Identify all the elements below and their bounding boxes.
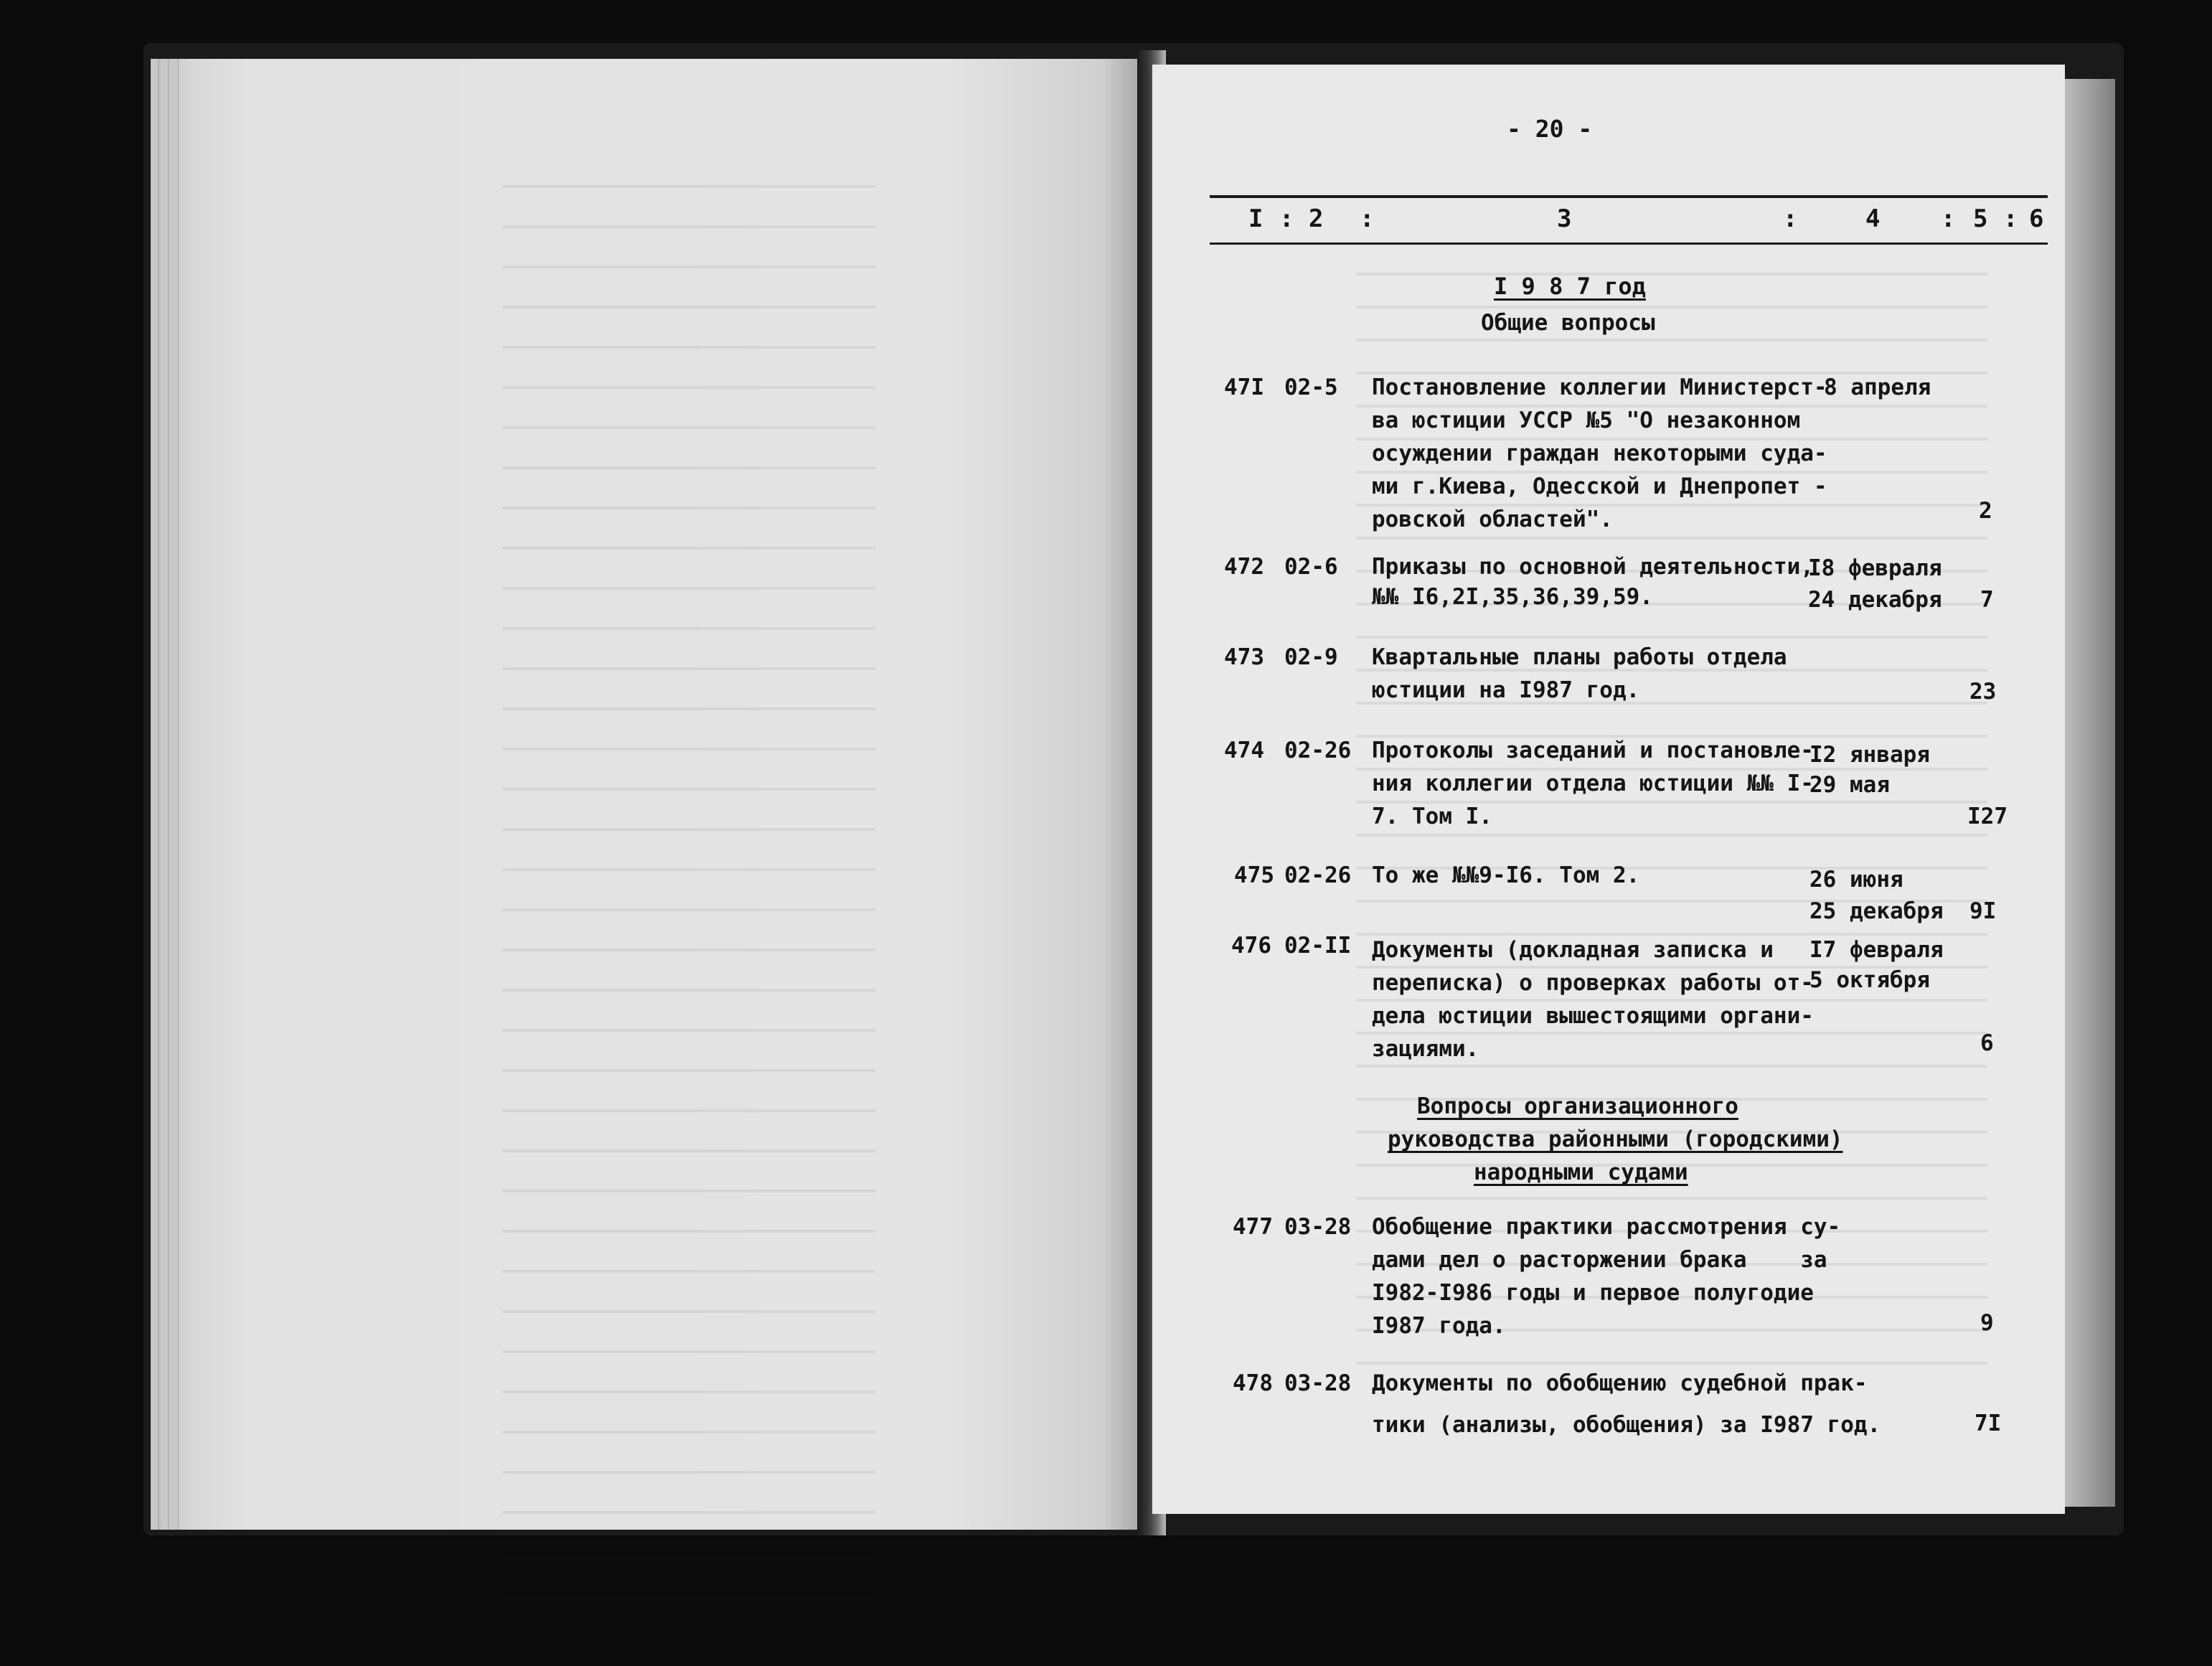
entry-title-line: ми г.Киева, Одесской и Днепропет - bbox=[1372, 474, 1827, 499]
entry-code: 03-28 bbox=[1284, 1370, 1352, 1396]
left-page bbox=[151, 59, 1141, 1530]
entry-title-line: юстиции на I987 год. bbox=[1372, 677, 1640, 703]
entry-number: 477 bbox=[1233, 1214, 1273, 1240]
entry-number: 478 bbox=[1233, 1370, 1273, 1396]
entry-title-line: Квартальные планы работы отдела bbox=[1372, 644, 1787, 670]
entry-page-count: 7 bbox=[1980, 587, 1994, 613]
entry-page-count: 7I bbox=[1975, 1411, 2002, 1436]
entry-code: 02-26 bbox=[1284, 738, 1352, 763]
section-heading-org-line: народными судами bbox=[1474, 1159, 1688, 1185]
entry-title-line: №№ I6,2I,35,36,39,59. bbox=[1372, 584, 1653, 610]
entry-code: 03-28 bbox=[1284, 1214, 1352, 1240]
entry-number: 47I bbox=[1224, 375, 1264, 400]
entry-title-line: Постановление коллегии Министерст- bbox=[1372, 375, 1827, 400]
page-edge bbox=[171, 59, 179, 1530]
entry-title-line: зациями. bbox=[1372, 1036, 1479, 1062]
entry-title-line: дами дел о расторжении брака за bbox=[1372, 1247, 1827, 1273]
entry-date-end: 25 декабря bbox=[1809, 898, 1944, 924]
entry-date-start: 26 июня bbox=[1809, 867, 1903, 893]
page-edge bbox=[161, 59, 169, 1530]
entry-date-start: I8 февраля bbox=[1808, 555, 1942, 581]
entry-title-line: Обобщение практики рассмотрения су- bbox=[1372, 1214, 1841, 1240]
section-heading-general: Общие вопросы bbox=[1481, 310, 1655, 336]
entry-date-start: I2 января bbox=[1809, 742, 1930, 768]
column-header-2: 2 bbox=[1309, 204, 1324, 233]
entry-code: 02-5 bbox=[1284, 375, 1338, 400]
year-heading: I 9 8 7 год bbox=[1494, 273, 1646, 300]
entry-code: 02-II bbox=[1284, 933, 1352, 959]
entry-page-count: I27 bbox=[1967, 804, 2008, 829]
column-header-3: 3 bbox=[1557, 204, 1572, 233]
entry-title-line: ния коллегии отдела юстиции №№ I- bbox=[1372, 771, 1814, 796]
column-header-5: 5 bbox=[1973, 204, 1988, 233]
entry-date-end: 29 мая bbox=[1809, 772, 1890, 798]
header-bottom-rule bbox=[1210, 243, 2048, 245]
section-heading-org-line: руководства районными (городскими) bbox=[1388, 1126, 1843, 1152]
entry-number: 476 bbox=[1231, 933, 1271, 959]
entry-page-count: 23 bbox=[1969, 679, 1997, 705]
entry-title-line: осуждении граждан некоторыми суда- bbox=[1372, 441, 1827, 466]
column-separator: : bbox=[1783, 204, 1798, 233]
entry-number: 475 bbox=[1234, 862, 1274, 888]
entry-title-line: дела юстиции вышестоящими органи- bbox=[1372, 1003, 1814, 1029]
entry-date-end: 24 декабря bbox=[1808, 587, 1942, 613]
entry-number: 472 bbox=[1224, 554, 1264, 580]
entry-title-line: Документы (докладная записка и bbox=[1372, 937, 1774, 963]
entry-code: 02-6 bbox=[1284, 554, 1338, 580]
entry-title-line: ва юстиции УССР №5 "О незаконном bbox=[1372, 408, 1801, 433]
show-through-text bbox=[244, 88, 1091, 1494]
entry-title-line: Приказы по основной деятельности, bbox=[1372, 554, 1814, 580]
entry-date-end: 5 октября bbox=[1809, 967, 1930, 993]
column-header-6: 6 bbox=[2029, 204, 2044, 233]
entry-date-start: 8 апреля bbox=[1824, 375, 1931, 400]
entry-title-line: Протоколы заседаний и постановле- bbox=[1372, 738, 1814, 763]
entry-title-line: То же №№9-I6. Том 2. bbox=[1372, 862, 1640, 888]
entry-page-count: 9 bbox=[1980, 1310, 1994, 1336]
entry-page-count: 6 bbox=[1980, 1030, 1994, 1056]
column-separator: : bbox=[1360, 204, 1375, 233]
header-top-rule bbox=[1210, 195, 2048, 198]
column-separator: : bbox=[1941, 204, 1956, 233]
entry-title-line: Документы по обобщению судебной прак- bbox=[1372, 1370, 1868, 1396]
page-stack-edge bbox=[2065, 79, 2115, 1507]
entry-date-start: I7 февраля bbox=[1809, 937, 1944, 963]
entry-title-line: тики (анализы, обобщения) за I987 год. bbox=[1372, 1412, 1881, 1438]
column-header-1: I bbox=[1248, 204, 1263, 233]
column-separator: : bbox=[1279, 204, 1294, 233]
entry-code: 02-9 bbox=[1284, 644, 1338, 670]
entry-title-line: I982-I986 годы и первое полугодие bbox=[1372, 1280, 1814, 1306]
section-heading-org-line: Вопросы организационного bbox=[1417, 1093, 1738, 1119]
page-number: - 20 - bbox=[1507, 115, 1593, 143]
entry-number: 474 bbox=[1224, 738, 1264, 763]
entry-page-count: 9I bbox=[1969, 898, 1997, 924]
entry-title-line: 7. Том I. bbox=[1372, 804, 1492, 829]
column-separator: : bbox=[2003, 204, 2018, 233]
entry-title-line: I987 года. bbox=[1372, 1313, 1506, 1339]
entry-title-line: ровской областей". bbox=[1372, 507, 1613, 532]
entry-page-count: 2 bbox=[1979, 498, 1992, 524]
entry-number: 473 bbox=[1224, 644, 1264, 670]
column-header-4: 4 bbox=[1865, 204, 1881, 233]
page-edge bbox=[151, 59, 159, 1530]
entry-code: 02-26 bbox=[1284, 862, 1352, 888]
entry-title-line: переписка) о проверках работы от- bbox=[1372, 970, 1814, 996]
